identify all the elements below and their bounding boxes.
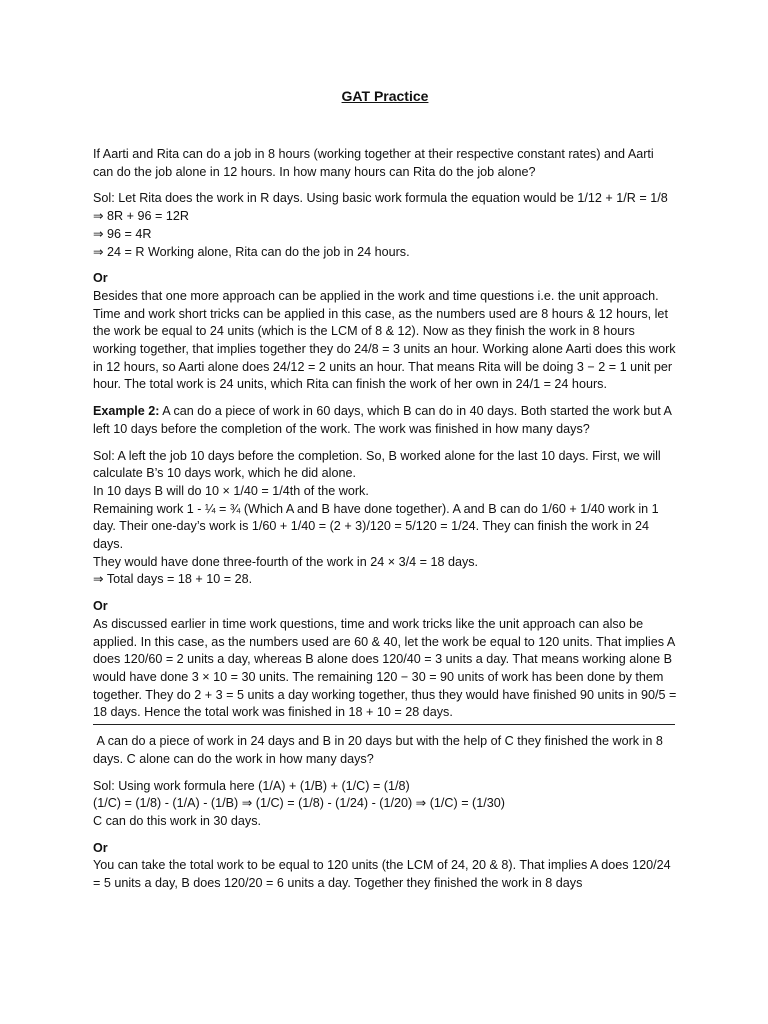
horizontal-divider	[93, 724, 675, 725]
solution-step: ⇒ 8R + 96 = 12R	[93, 209, 189, 224]
page-title: GAT Practice	[341, 88, 429, 104]
question-2-solution	[93, 448, 677, 590]
solution-step: In 10 days B will do 10 × 1/40 = 1/4th of the work.	[93, 483, 369, 498]
or-heading: Or	[93, 271, 108, 286]
solution-step: ⇒ 96 = 4R	[93, 226, 152, 241]
alternative-method-text: As discussed earlier in time work questions, time and work tricks like the unit approach can also be applied. In this case, as the numbers used are 60 & 40, let the work be equal to 120 units. That implies A does 120/60 = 2 units a day, whereas B alone does 120/40 = 3 units a day. That means working alone B would have done 3 × 10 = 30 units. The remaining 120 − 30 = 90 units of work has been done by them together. They do 2 + 3 = 5 units a day working together, thus they would have finished 90 units in 90/5 = 18 days. Hence the total work was finished in 18 + 10 = 28 days.	[93, 616, 677, 720]
example-label: Example 2:	[93, 404, 160, 419]
question-1-solution	[93, 190, 677, 261]
solution-step: C can do this work in 30 days.	[93, 813, 261, 828]
alternative-method-text: Besides that one more approach can be applied in the work and time questions i.e. the unit approach. Time and work short tricks can be applied in this case, as the numbers used are 8 hours & 12 hours, let the work be equal to 24 units (which is the LCM of 8 & 12). Now as they finish the work in 8 hours working together, that implies together they do 24/8 = 3 units an hour. Working alone Aarti does this work in 12 hours, so Aarti alone does 24/12 = 2 units an hour. That means Rita will be doing 3 − 2 = 1 unit per hour. The total work is 24 units, which Rita can finish the work of her own in 24/1 = 24 hours.	[93, 288, 676, 392]
solution-step: ⇒ 24 = R Working alone, Rita can do the job in 24 hours.	[93, 244, 410, 259]
question-2-text	[93, 403, 677, 438]
solution-intro: Sol: Using work formula here (1/A) + (1/B) + (1/C) = (1/8)	[93, 778, 410, 793]
solution-step: ⇒ Total days = 18 + 10 = 28.	[93, 572, 253, 587]
question-3-text: A can do a piece of work in 24 days and B in 20 days but with the help of C they finished the work in 8 days. C alone can do the work in how many days?	[93, 734, 667, 766]
question-3-alternative	[93, 840, 677, 893]
question-1-text: If Aarti and Rita can do a job in 8 hours (working together at their respective constant rates) and Aarti can do the job alone in 12 hours. In how many hours can Rita do the job alone?	[93, 147, 654, 179]
question-2-alternative	[93, 598, 677, 722]
solution-step: They would have done three-fourth of the work in 24 × 3/4 = 18 days.	[93, 554, 479, 569]
document-page	[93, 86, 677, 893]
or-heading: Or	[93, 840, 108, 855]
alternative-method-text: You can take the total work to be equal to 120 units (the LCM of 24, 20 & 8). That implies A does 120/24 = 5 units a day, B does 120/20 = 6 units a day. Together they finished the work in 8 days	[93, 858, 671, 891]
question-2-body: A can do a piece of work in 60 days, which B can do in 40 days. Both started the work but A left 10 days before the completion of the work. The work was finished in how many days?	[93, 404, 672, 436]
question-3-solution	[93, 778, 677, 831]
question-1-alternative	[93, 270, 677, 394]
solution-intro: Sol: Let Rita does the work in R days. Using basic work formula the equation would be 1/12 + 1/R = 1/8	[93, 191, 668, 206]
solution-step: (1/C) = (1/8) - (1/A) - (1/B) ⇒ (1/C) = (1/8) - (1/24) - (1/20) ⇒ (1/C) = (1/30)	[93, 796, 505, 811]
solution-intro: Sol: A left the job 10 days before the completion. So, B worked alone for the last 10 days. First, we will calculate B’s 10 days work, which he did alone.	[93, 448, 661, 481]
or-heading: Or	[93, 599, 108, 614]
solution-step: Remaining work 1 - ¼ = ¾ (Which A and B have done together). A and B can do 1/60 + 1/40 work in 1 day. Their one-day’s work is 1/60 + 1/40 = (2 + 3)/120 = 5/120 = 1/24. They can finish the work in 24 days.	[93, 501, 659, 552]
